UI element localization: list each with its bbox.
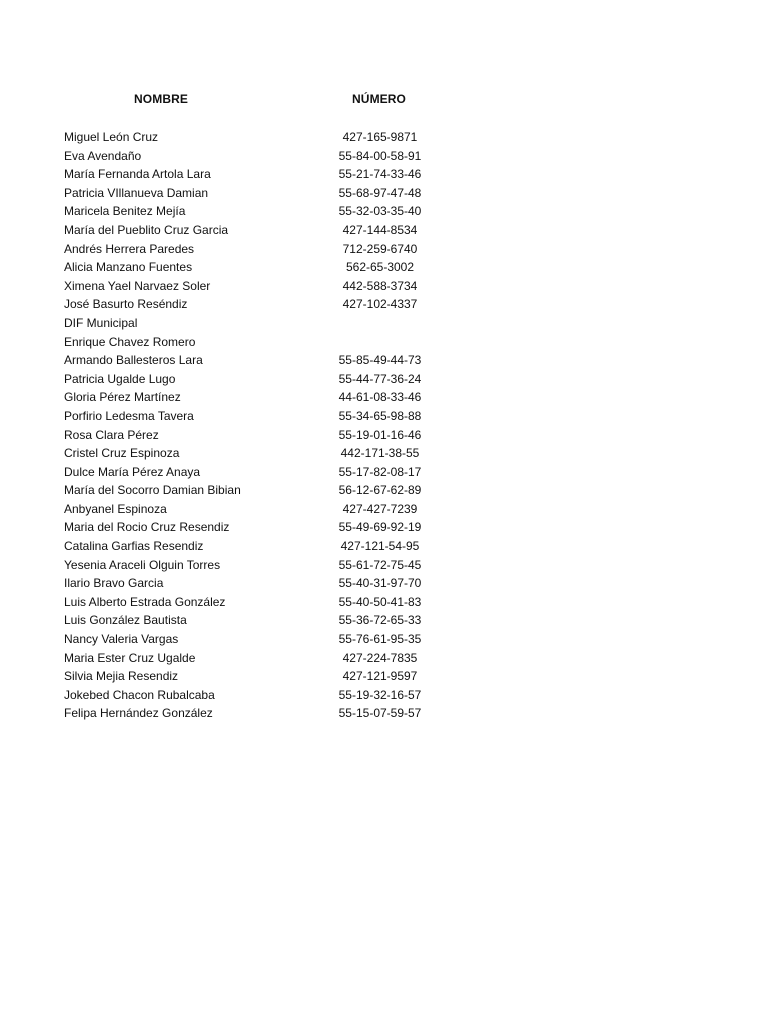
contact-name: Yesenia Araceli Olguin Torres [64,557,221,572]
contact-name: Felipa Hernández González [64,706,213,721]
table-row [0,240,768,259]
contact-name: Jokebed Chacon Rubalcaba [64,687,215,702]
table-row [0,500,768,519]
table-row [0,128,768,147]
table-row [0,202,768,221]
contact-number: 55-40-31-97-70 [338,576,422,591]
contact-number: 427-121-54-95 [340,539,420,554]
contact-name: Ilario Bravo Garcia [64,576,164,591]
contact-name: Eva Avendaño [64,148,142,163]
table-row [0,295,768,314]
contact-number: 55-36-72-65-33 [338,613,422,628]
contact-number: 442-588-3734 [342,278,418,293]
table-row [0,333,768,352]
table-header [0,92,768,110]
contact-name: Dulce María Pérez Anaya [64,464,201,479]
table-row [0,165,768,184]
contact-number: 55-85-49-44-73 [338,353,422,368]
contact-number: 55-49-69-92-19 [338,520,422,535]
table-row [0,444,768,463]
contact-name: Silvia Mejia Resendiz [64,669,179,684]
table-row [0,518,768,537]
contact-name: Porfirio Ledesma Tavera [64,408,194,423]
contact-number: 55-32-03-35-40 [338,204,422,219]
contact-name: José Basurto Reséndiz [64,297,188,312]
table-row [0,351,768,370]
contact-number: 427-121-9597 [342,669,418,684]
contact-number: 55-19-01-16-46 [338,427,422,442]
table-row [0,147,768,166]
contact-number: 427-224-7835 [342,650,418,665]
contact-number: 562-65-3002 [345,260,415,275]
contact-number: 442-171-38-55 [340,446,420,461]
contact-number: 55-34-65-98-88 [338,408,422,423]
table-row [0,537,768,556]
contact-number: 427-427-7239 [342,501,418,516]
contact-name: Cristel Cruz Espinoza [64,446,180,461]
contact-name: María Fernanda Artola Lara [64,167,211,182]
table-row [0,258,768,277]
table-row [0,611,768,630]
contact-name: Luis Alberto Estrada González [64,594,226,609]
contact-number: 427-165-9871 [342,130,418,144]
contact-number: 56-12-67-62-89 [338,483,422,498]
table-row [0,593,768,612]
table-row [0,184,768,203]
table-row [0,463,768,482]
table-row [0,556,768,575]
contact-number: 55-61-72-75-45 [338,557,422,572]
contact-name: Luis González Bautista [64,613,187,628]
contact-number: 55-40-50-41-83 [338,594,422,609]
contact-name: Miguel León Cruz [64,130,159,144]
contact-name: Enrique Chavez Romero [64,334,196,349]
header-nombre: NOMBRE [134,92,188,106]
contact-list [0,128,768,723]
contact-number: 427-102-4337 [342,297,418,312]
contact-name: DIF Municipal [64,315,138,330]
table-row [0,277,768,296]
contact-name: Catalina Garfias Resendiz [64,539,204,554]
contact-number: 55-68-97-47-48 [338,185,422,200]
contact-number: 427-144-8534 [342,222,418,237]
contact-number: 712-259-6740 [342,241,418,256]
contact-name: Gloria Pérez Martínez [64,390,181,405]
table-row [0,630,768,649]
contact-name: Patricia VIllanueva Damian [64,185,209,200]
contact-number: 55-76-61-95-35 [338,632,422,647]
contact-number: 55-84-00-58-91 [338,148,422,163]
table-row [0,426,768,445]
contact-number: 55-15-07-59-57 [338,706,422,721]
contact-number: 55-19-32-16-57 [338,687,422,702]
table-row [0,314,768,333]
table-row [0,649,768,668]
contact-name: Ximena Yael Narvaez Soler [64,278,211,293]
contact-name: Patricia Ugalde Lugo [64,371,176,386]
contact-number: 55-21-74-33-46 [338,167,422,182]
table-row [0,574,768,593]
contact-name: Maricela Benitez Mejía [64,204,186,219]
contact-number: 55-44-77-36-24 [338,371,422,386]
table-row [0,221,768,240]
contact-name: Maria del Rocio Cruz Resendiz [64,520,230,535]
table-row [0,388,768,407]
contact-name: Anbyanel Espinoza [64,501,167,516]
table-row [0,667,768,686]
contact-name: Nancy Valeria Vargas [64,632,179,647]
table-row [0,686,768,705]
contact-name: Maria Ester Cruz Ugalde [64,650,196,665]
contact-name: Andrés Herrera Paredes [64,241,195,256]
contact-name: Rosa Clara Pérez [64,427,159,442]
header-numero: NÚMERO [352,92,406,106]
contact-number: 44-61-08-33-46 [338,390,422,405]
table-row [0,407,768,426]
contact-name: Alicia Manzano Fuentes [64,260,193,275]
contact-number: 55-17-82-08-17 [338,464,422,479]
table-row [0,481,768,500]
table-row [0,704,768,723]
contact-name: María del Pueblito Cruz Garcia [64,222,229,237]
table-row [0,370,768,389]
contact-name: Armando Ballesteros Lara [64,353,203,368]
contact-name: María del Socorro Damian Bibian [64,483,241,498]
